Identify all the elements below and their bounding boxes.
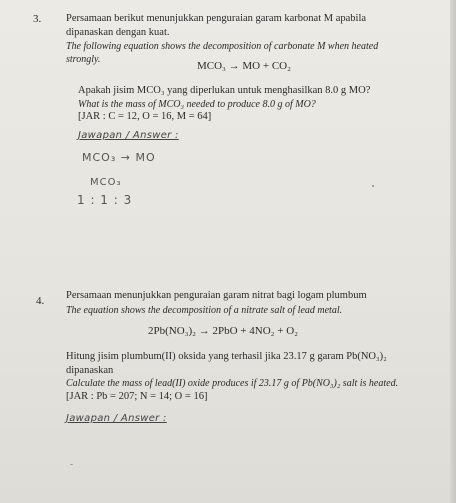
q3-question-malay: Apakah jisim MCO₃ yang diperlukan untuk menghasilkan 8.0 g MO? (78, 85, 371, 96)
q3-question-english: What is the mass of MCO₃ needed to produce 8.0 g of MO? (78, 99, 316, 110)
q3-statement-malay: Persamaan berikut menunjukkan penguraian garam karbonat M apabila (66, 13, 367, 24)
q3-equation: MCO₃ → MO + CO₂ (197, 60, 291, 72)
q3-handwritten-equation: MCO₃ → MO (82, 151, 156, 164)
q4-question-malay: Hitung jisim plumbum(II) oksida yang terhasil jika 23.17 g garam Pb(NO₃)₂ (66, 351, 387, 362)
q4-question-malay-cont: dipanaskan (66, 365, 114, 376)
pencil-dot-mark (372, 185, 374, 187)
pencil-stroke-mark (70, 464, 73, 465)
q4-question-english: Calculate the mass of lead(II) oxide produces if 23.17 g of Pb(NO₃)₂ salt is heated. (66, 378, 399, 389)
q4-statement-english: The equation shows the decomposition of a nitrate salt of lead metal. (66, 305, 343, 316)
q3-handwritten-formula: MCO₃ (90, 177, 122, 188)
page-edge-shadow (450, 0, 456, 503)
q4-equation: 2Pb(NO₃)₂ → 2PbO + 4NO₂ + O₂ (148, 325, 298, 337)
q3-handwritten-ratio: 1 : 1 : 3 (77, 193, 133, 207)
q4-number: 4. (36, 295, 45, 307)
q4-statement-malay: Persamaan menunjukkan penguraian garam nitrat bagi logam plumbum (66, 290, 367, 301)
q4-relative-atomic-mass: [JAR : Pb = 207; N = 14; O = 16] (66, 391, 208, 402)
q3-relative-atomic-mass: [JAR : C = 12, O = 16, M = 64] (78, 111, 212, 122)
q4-answer-label: Jawapan / Answer : (66, 413, 167, 424)
q3-statement-malay-cont: dipanaskan dengan kuat. (66, 27, 170, 38)
q3-statement-english-cont: strongly. (66, 54, 101, 65)
q3-statement-english: The following equation shows the decomposition of carbonate M when heated (66, 41, 379, 52)
q3-number: 3. (33, 13, 42, 25)
q3-answer-label: Jawapan / Answer : (78, 130, 179, 141)
